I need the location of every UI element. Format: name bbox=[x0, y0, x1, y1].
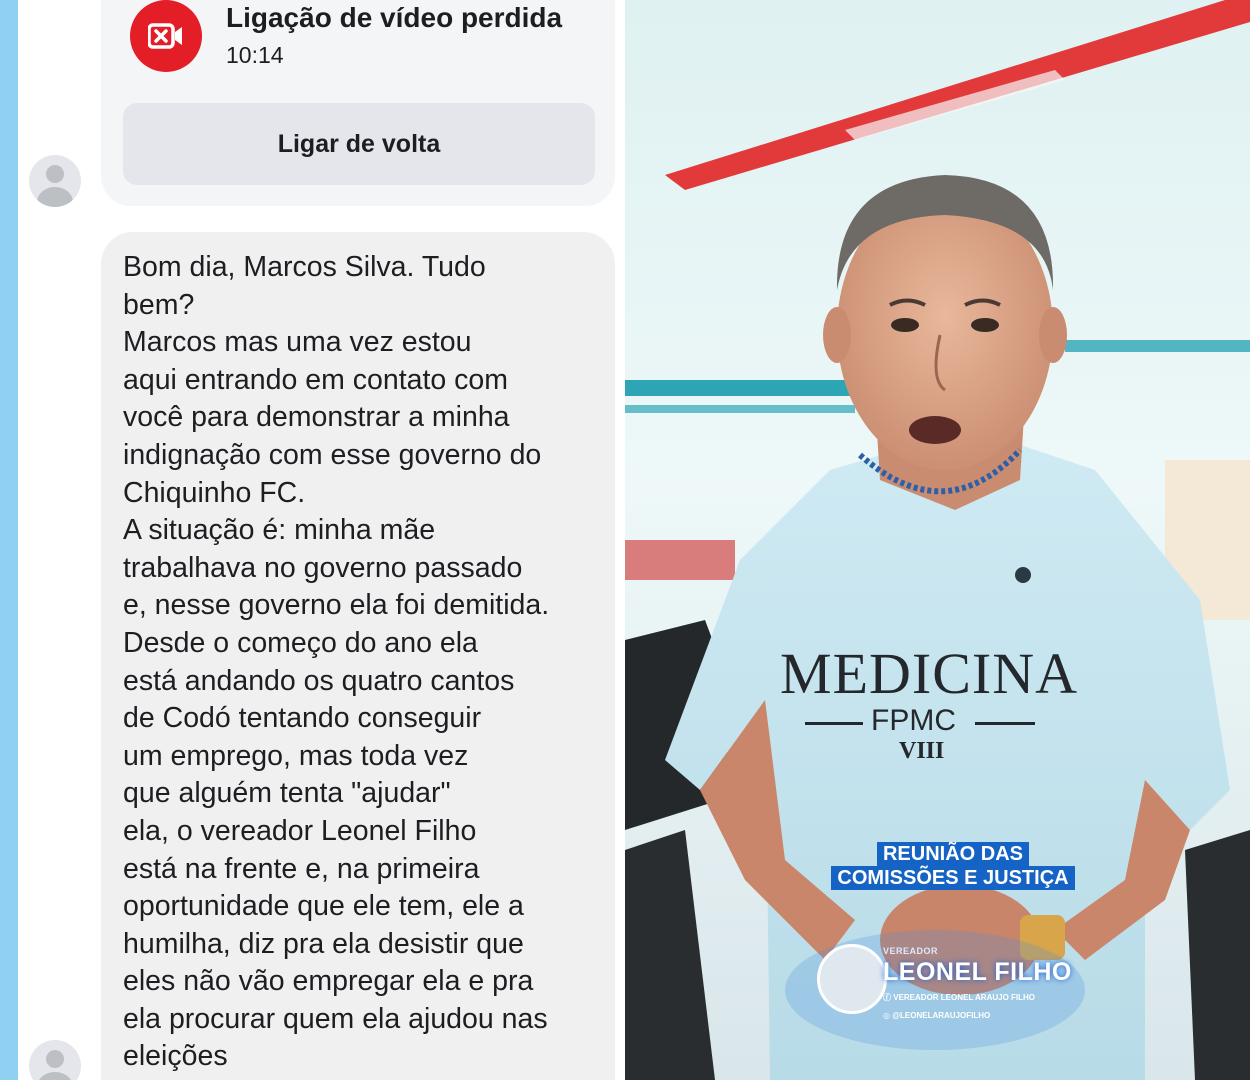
caption-line-2: COMISSÕES E JUSTIÇA bbox=[831, 866, 1074, 890]
message-line: bem? bbox=[123, 288, 195, 321]
shirt-text-roman: VIII bbox=[899, 738, 945, 764]
shirt-line-left bbox=[805, 722, 863, 725]
signature-instagram bbox=[883, 1011, 990, 1020]
shirt-text-medicina: MEDICINA bbox=[780, 641, 1078, 706]
message-line: Chiquinho FC. bbox=[123, 476, 306, 509]
message-line: está andando os quatro cantos bbox=[123, 664, 515, 697]
message-line: e, nesse governo ela foi demitida. bbox=[123, 589, 550, 622]
message-line: trabalhava no governo passado bbox=[123, 551, 523, 584]
caption-badge bbox=[807, 842, 1099, 890]
instagram-icon: ◎ bbox=[883, 1011, 893, 1020]
signature-block bbox=[817, 940, 1077, 1040]
call-back-button[interactable]: Ligar de volta bbox=[123, 103, 595, 185]
message-line: você para demonstrar a minha bbox=[123, 401, 510, 434]
avatar[interactable] bbox=[29, 1040, 81, 1080]
message-line: está na frente e, na primeira bbox=[123, 852, 480, 885]
message-line: Bom dia, Marcos Silva. Tudo bbox=[123, 251, 486, 283]
message-line: A situação é: minha mãe bbox=[123, 514, 436, 547]
photo-illustration bbox=[625, 0, 1250, 1080]
signature-instagram-text: @LEONELARAUJOFILHO bbox=[892, 1011, 991, 1020]
message-line: eleições bbox=[123, 1040, 228, 1073]
message-line: aqui entrando em contato com bbox=[123, 363, 508, 396]
message-line: um emprego, mas toda vez bbox=[123, 739, 469, 772]
signature-title: VEREADOR bbox=[883, 946, 939, 956]
signature-name: LEONEL FILHO bbox=[883, 958, 1072, 986]
photo bbox=[625, 0, 1250, 1080]
shirt-line-right bbox=[975, 722, 1035, 725]
message-line: indignação com esse governo do bbox=[123, 438, 542, 471]
message-line: Marcos mas uma vez estou bbox=[123, 326, 472, 359]
left-edge-strip bbox=[0, 0, 18, 1080]
missed-video-call-icon bbox=[130, 0, 202, 72]
signature-facebook-text: VEREADOR LEONEL ARAUJO FILHO bbox=[893, 993, 1036, 1002]
message-line: ela procurar quem ela ajudou nas bbox=[123, 1002, 548, 1035]
message-line: eles não vão empregar ela e pra bbox=[123, 965, 534, 998]
message-text bbox=[123, 249, 603, 1076]
message-line: de Codó tentando conseguir bbox=[123, 702, 482, 735]
message-line: que alguém tenta "ajudar" bbox=[123, 777, 451, 810]
missed-call-title: Ligação de vídeo perdida bbox=[226, 2, 563, 33]
shirt-text-fpmc: FPMC bbox=[871, 704, 956, 737]
message-line: Desde o começo do ano ela bbox=[123, 626, 478, 659]
message-line: humilha, diz pra ela desistir que bbox=[123, 927, 524, 960]
facebook-icon: ⓕ bbox=[883, 993, 894, 1002]
missed-call-time: 10:14 bbox=[226, 42, 284, 68]
caption-line-1: REUNIÃO DAS bbox=[877, 842, 1029, 866]
message-line: oportunidade que ele tem, ele a bbox=[123, 890, 524, 923]
signature-avatar bbox=[817, 944, 887, 1014]
signature-facebook bbox=[883, 992, 1035, 1003]
avatar[interactable] bbox=[29, 155, 81, 207]
message-line: ela, o vereador Leonel Filho bbox=[123, 814, 477, 847]
